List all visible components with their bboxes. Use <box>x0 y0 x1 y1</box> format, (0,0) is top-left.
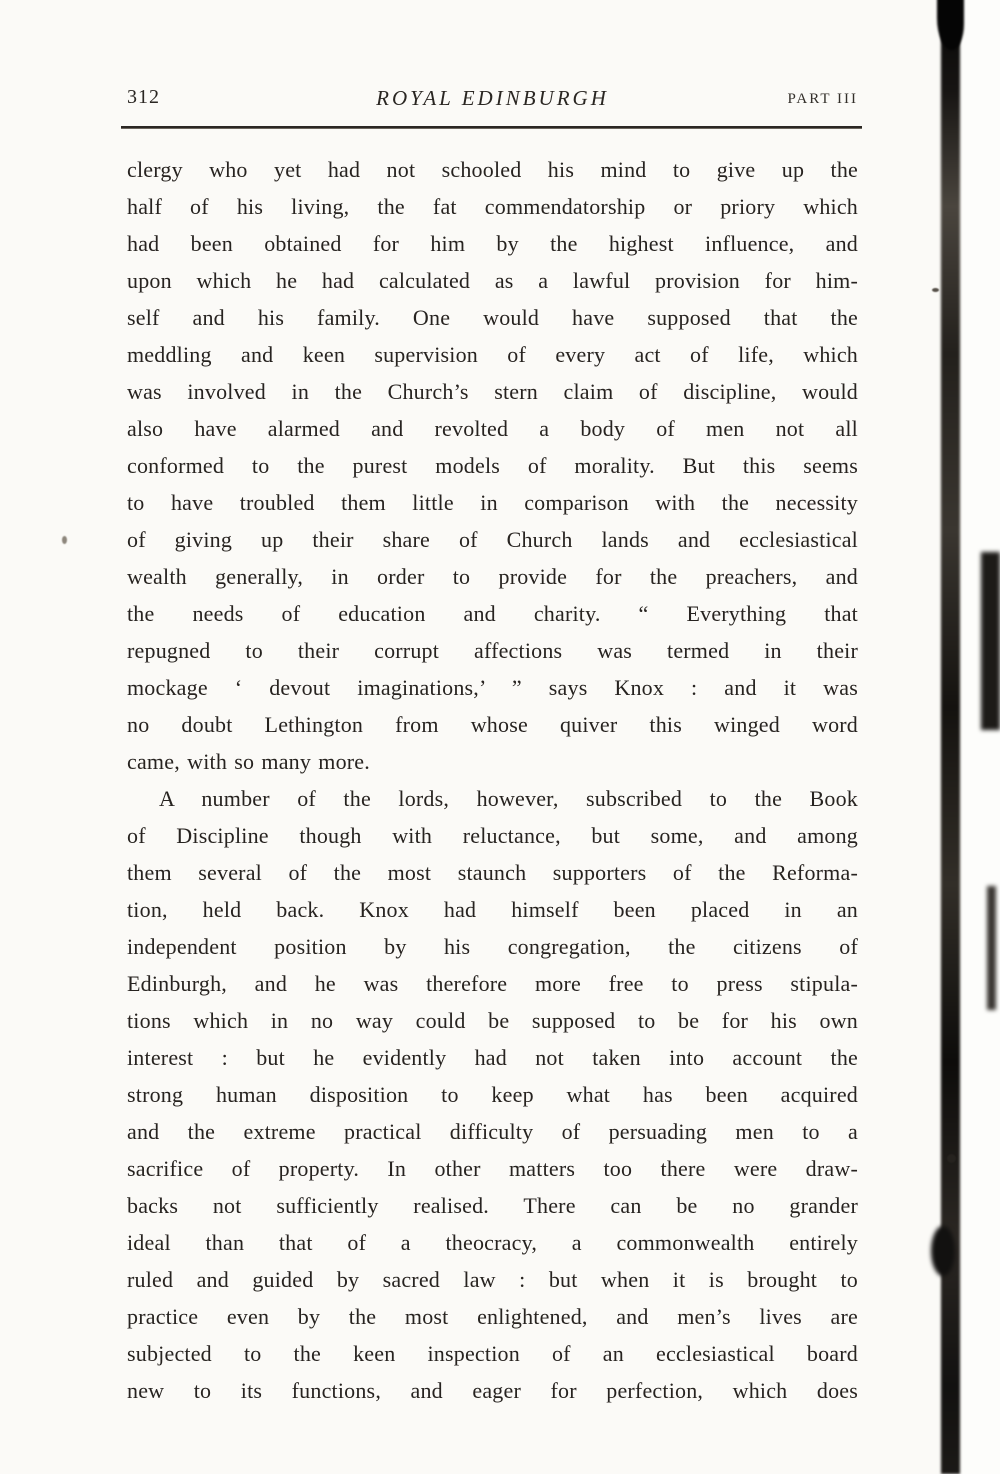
running-title: ROYAL EDINBURGH <box>376 86 609 110</box>
text-line: was involved in the Church’s stern claim of discipline, would <box>127 379 858 404</box>
scan-artifact-speck <box>932 288 939 292</box>
text-line: them several of the most staunch supporters of the Reforma- <box>127 860 858 885</box>
text-line: tion, held back. Knox had himself been placed in an <box>127 897 858 922</box>
paragraph <box>127 780 858 1409</box>
text-line: backs not sufficiently realised. There can be no grander <box>127 1193 858 1218</box>
scan-artifact-margin <box>961 0 1000 1474</box>
header-rule <box>121 126 862 129</box>
text-line: Edinburgh, and he was therefore more free to press stipula- <box>127 971 858 996</box>
text-line: self and his family. One would have supposed that the <box>127 305 858 330</box>
text-line: of Discipline though with reluctance, but some, and among <box>127 823 858 848</box>
text-line: came, with so many more. <box>127 749 370 774</box>
text-line: also have alarmed and revolted a body of men not all <box>127 416 858 441</box>
text-line: of giving up their share of Church lands and ecclesiastical <box>127 527 858 552</box>
text-line: to have troubled them little in comparison with the necessity <box>127 490 858 515</box>
text-line: sacrifice of property. In other matters too there were draw- <box>127 1156 858 1181</box>
scan-artifact-speck <box>947 1154 956 1163</box>
scan-artifact-patch <box>981 552 1000 730</box>
text-line: practice even by the most enlightened, and men’s lives are <box>127 1304 858 1329</box>
text-line: A number of the lords, however, subscribed to the Book <box>159 786 858 811</box>
text-line: meddling and keen supervision of every act of life, which <box>127 342 858 367</box>
scan-artifact-blob-bottom <box>931 1226 955 1276</box>
paragraph <box>127 151 858 780</box>
text-line: no doubt Lethington from whose quiver this winged word <box>127 712 858 737</box>
text-line: upon which he had calculated as a lawful provision for him- <box>127 268 858 293</box>
text-line: tions which in no way could be supposed to be for his own <box>127 1008 858 1033</box>
part-label: PART III <box>787 91 858 107</box>
scan-artifact-patch <box>987 886 996 1010</box>
scan-artifact-speck <box>62 536 67 544</box>
text-line: ideal than that of a theocracy, a commonwealth entirely <box>127 1230 858 1255</box>
text-line: new to its functions, and eager for perfection, which does <box>127 1378 858 1403</box>
text-line: half of his living, the fat commendatorship or priory which <box>127 194 858 219</box>
text-line: strong human disposition to keep what has been acquired <box>127 1082 858 1107</box>
text-line: and the extreme practical difficulty of persuading men to a <box>127 1119 858 1144</box>
text-line: conformed to the purest models of morality. But this seems <box>127 453 858 478</box>
text-line: wealth generally, in order to provide for the preachers, and <box>127 564 858 589</box>
text-line: clergy who yet had not schooled his mind to give up the <box>127 157 858 182</box>
page-number: 312 <box>127 86 160 108</box>
page-header <box>127 86 858 120</box>
text-line: mockage ‘ devout imaginations,’ ” says Knox : and it was <box>127 675 858 700</box>
text-line: ruled and guided by sacred law : but when it is brought to <box>127 1267 858 1292</box>
text-line: the needs of education and charity. “ Everything that <box>127 601 858 626</box>
text-line: subjected to the keen inspection of an ecclesiastical board <box>127 1341 858 1366</box>
text-line: independent position by his congregation, the citizens of <box>127 934 858 959</box>
text-line: had been obtained for him by the highest influence, and <box>127 231 858 256</box>
text-line: interest : but he evidently had not taken into account the <box>127 1045 858 1070</box>
body-text <box>127 151 858 1409</box>
text-line: repugned to their corrupt affections was termed in their <box>127 638 858 663</box>
